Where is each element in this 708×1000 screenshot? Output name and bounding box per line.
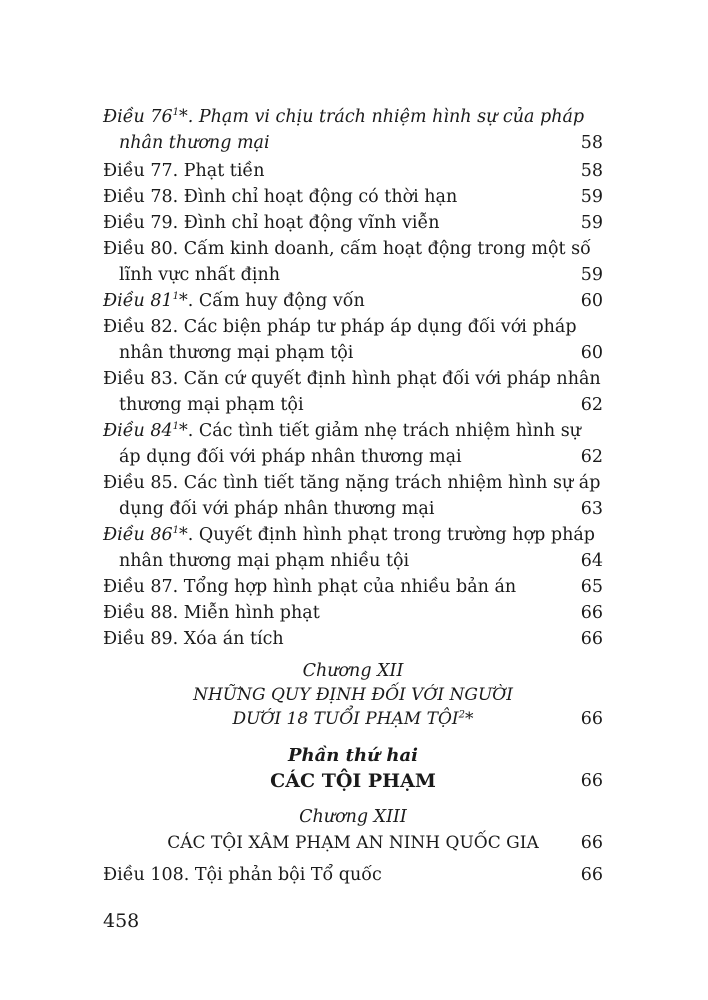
entry-line: Điều 83. Căn cứ quyết định hình phạt đối với pháp nhân bbox=[103, 369, 601, 389]
toc-entry-82 bbox=[103, 314, 603, 366]
entry-continuation: dụng đối với pháp nhân thương mại 63 bbox=[103, 496, 603, 522]
entry-continuation: lĩnh vực nhất định 59 bbox=[103, 262, 603, 288]
chapter-13-label: Chương XIII bbox=[299, 807, 407, 827]
page-number: 59 bbox=[580, 213, 603, 233]
chapter-12-page: 66 bbox=[580, 709, 603, 729]
page-number: 65 bbox=[580, 577, 603, 597]
entry-continuation: nhân thương mại 58 bbox=[103, 130, 603, 156]
entry-line: Điều $76^1*$. Phạm vi chịu trách nhiệm hình sự của pháp bbox=[103, 107, 585, 127]
entry-line: Điều 80. Cấm kinh doanh, cấm hoạt động trong một số bbox=[103, 239, 591, 259]
page-number: 59 bbox=[580, 265, 603, 285]
entry-line: Điều 88. Miễn hình phạt 66 bbox=[103, 600, 603, 626]
page-number: 60 bbox=[580, 291, 603, 311]
toc-entry-77 bbox=[103, 158, 603, 184]
chapter-13-title: CÁC TỘI XÂM PHẠM AN NINH QUỐC GIA bbox=[167, 833, 539, 853]
page-number: 66 bbox=[580, 603, 603, 623]
entry-line: Điều $86^1*$. Quyết định hình phạt trong trường hợp pháp bbox=[103, 525, 595, 545]
toc-entry-81 bbox=[103, 288, 603, 314]
toc-entry-86 bbox=[103, 522, 603, 574]
entry-line: Điều $81^1*$. Cấm huy động vốn 60 bbox=[103, 288, 603, 314]
entry-continuation: nhân thương mại phạm nhiều tội 64 bbox=[103, 548, 603, 574]
chapter-12-title-line2: DƯỚI 18 TUỔI PHẠM TỘI$^2$* bbox=[232, 709, 474, 729]
page-number: 58 bbox=[580, 133, 603, 153]
entry-line: Điều 82. Các biện pháp tư pháp áp dụng đối với pháp bbox=[103, 317, 577, 337]
folio-page-number: 458 bbox=[103, 910, 140, 932]
page-number: 62 bbox=[580, 447, 603, 467]
toc-entry-85 bbox=[103, 470, 603, 522]
part-2-page: 66 bbox=[580, 771, 603, 791]
page-number: 62 bbox=[580, 395, 603, 415]
entry-line: Điều 79. Đình chỉ hoạt động vĩnh viễn 59 bbox=[103, 210, 603, 236]
toc-entry-88 bbox=[103, 600, 603, 626]
toc-entry-80 bbox=[103, 236, 603, 288]
part-2-title: CÁC TỘI PHẠM bbox=[270, 770, 436, 792]
entry-line: Điều $84^1*$. Các tình tiết giảm nhẹ trách nhiệm hình sự bbox=[103, 421, 581, 441]
toc-entry-79 bbox=[103, 210, 603, 236]
page-number: 64 bbox=[580, 551, 603, 571]
toc-entry-76 bbox=[103, 104, 603, 156]
page-number: 58 bbox=[580, 161, 603, 181]
toc-entry-84 bbox=[103, 418, 603, 470]
entry-line: Điều 87. Tổng hợp hình phạt của nhiều bản án 65 bbox=[103, 574, 603, 600]
entry-continuation: áp dụng đối với pháp nhân thương mại 62 bbox=[103, 444, 603, 470]
page-number: 66 bbox=[580, 865, 603, 885]
part-2-label: Phần thứ hai bbox=[288, 745, 418, 766]
entry-continuation: nhân thương mại phạm tội 60 bbox=[103, 340, 603, 366]
entry-line: Điều 85. Các tình tiết tăng nặng trách nhiệm hình sự áp bbox=[103, 473, 601, 493]
entry-line: Điều 108. Tội phản bội Tổ quốc 66 bbox=[103, 862, 603, 888]
entry-line: Điều 77. Phạt tiền 58 bbox=[103, 158, 603, 184]
page-number: 63 bbox=[580, 499, 603, 519]
page-number: 66 bbox=[580, 629, 603, 649]
chapter-13-page: 66 bbox=[580, 833, 603, 853]
entry-continuation: thương mại phạm tội 62 bbox=[103, 392, 603, 418]
toc-entry-87 bbox=[103, 574, 603, 600]
entry-line: Điều 89. Xóa án tích 66 bbox=[103, 626, 603, 652]
chapter-12-label: Chương XII bbox=[302, 661, 404, 681]
toc-entry-83 bbox=[103, 366, 603, 418]
page-number: 59 bbox=[580, 187, 603, 207]
toc-entry-108 bbox=[103, 862, 603, 888]
toc-entry-89 bbox=[103, 626, 603, 652]
page-number: 60 bbox=[580, 343, 603, 363]
toc-entry-78 bbox=[103, 184, 603, 210]
chapter-12-title-line1: NHỮNG QUY ĐỊNH ĐỐI VỚI NGƯỜI bbox=[193, 685, 513, 705]
entry-line: Điều 78. Đình chỉ hoạt động có thời hạn 59 bbox=[103, 184, 603, 210]
